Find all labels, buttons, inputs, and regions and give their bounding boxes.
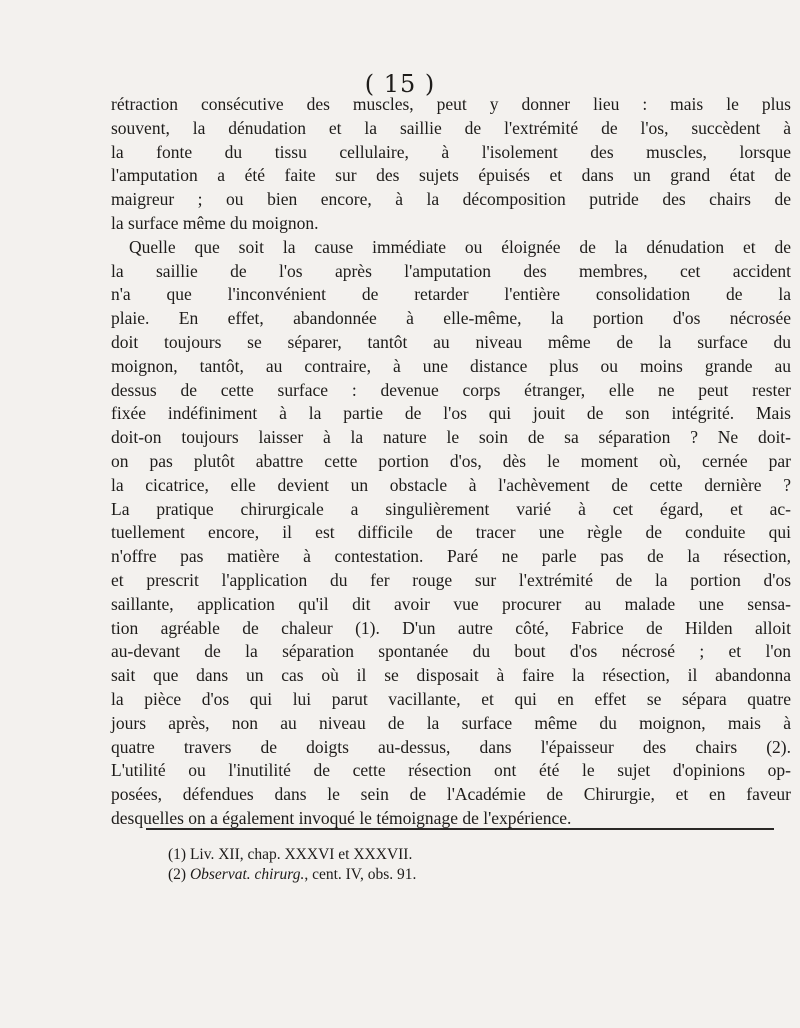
- text-line: Quelle que soit la cause immédiate ou éloignée de la dénudation et de: [129, 236, 791, 257]
- text-line: n'a que l'inconvénient de retarder l'entière consolidation de la: [111, 284, 791, 305]
- text-line: l'amputation a été faite sur des sujets épuisés et dans un grand état de: [111, 165, 791, 186]
- footnote-divider: [146, 828, 774, 830]
- text-line: rétraction consécutive des muscles, peut y donner lieu : mais le plus: [111, 94, 791, 114]
- footnote-2-rest: , cent. IV, obs. 91.: [304, 866, 417, 883]
- footnote-2: [168, 865, 768, 885]
- body-text: [111, 93, 791, 831]
- footnote-2-prefix: (2): [168, 866, 190, 883]
- text-line: desquelles on a également invoqué le témoignage de l'expérience.: [111, 807, 572, 828]
- text-line: maigreur ; ou bien encore, à la décomposition putride des chairs de: [111, 189, 791, 210]
- text-line: et prescrit l'application du fer rouge sur l'extrémité de la portion d'os: [111, 569, 791, 590]
- text-line: moignon, tantôt, au contraire, à une distance plus ou moins grande au: [111, 355, 791, 376]
- footnote-1: (1) Liv. XII, chap. XXXVI et XXXVII.: [168, 846, 413, 863]
- text-line: saillante, application qu'il dit avoir vue procurer au malade une sensa-: [111, 593, 791, 614]
- footnotes: [168, 845, 768, 885]
- text-line: au-devant de la séparation spontanée du bout d'os nécrosé ; et l'on: [111, 641, 791, 662]
- text-line: tion agréable de chaleur (1). D'un autre côté, Fabrice de Hilden alloit: [111, 617, 791, 638]
- text-line: souvent, la dénudation et la saillie de l'extrémité de l'os, succèdent à: [111, 117, 791, 138]
- text-line: la surface même du moignon.: [111, 212, 319, 233]
- page-number: ( 15 ): [364, 70, 436, 98]
- text-line: sait que dans un cas où il se disposait à faire la résection, il abandonna: [111, 665, 791, 686]
- text-line: L'utilité ou l'inutilité de cette résection ont été le sujet d'opinions op-: [111, 760, 791, 781]
- text-line: la fonte du tissu cellulaire, à l'isolement des muscles, lorsque: [111, 141, 791, 162]
- text-line: fixée indéfiniment à la partie de l'os qui jouit de son intégrité. Mais: [111, 403, 791, 424]
- text-line: quatre travers de doigts au-dessus, dans l'épaisseur des chairs (2).: [111, 736, 791, 757]
- text-line: tuellement encore, il est difficile de tracer une règle de conduite qui: [111, 522, 791, 543]
- text-line: n'offre pas matière à contestation. Paré ne parle pas de la résection,: [111, 546, 791, 567]
- text-line: plaie. En effet, abandonnée à elle-même, la portion d'os nécrosée: [111, 308, 791, 329]
- text-line: doit-on toujours laisser à la nature le soin de sa séparation ? Ne doit-: [111, 427, 791, 448]
- text-line: la cicatrice, elle devient un obstacle à l'achèvement de cette dernière ?: [111, 474, 791, 495]
- text-line: la saillie de l'os après l'amputation des membres, cet accident: [111, 260, 791, 281]
- text-line: jours après, non au niveau de la surface même du moignon, mais à: [111, 712, 791, 733]
- text-line: posées, défendues dans le sein de l'Académie de Chirurgie, et en faveur: [111, 784, 791, 805]
- text-line: la pièce d'os qui lui parut vacillante, et qui en effet se sépara quatre: [111, 688, 791, 709]
- text-line: La pratique chirurgicale a singulièrement varié à cet égard, et ac-: [111, 498, 791, 519]
- text-line: doit toujours se séparer, tantôt au niveau même de la surface du: [111, 331, 791, 352]
- footnote-2-title: Observat. chirurg.: [189, 866, 305, 883]
- text-line: on pas plutôt abattre cette portion d'os, dès le moment où, cernée par: [111, 450, 791, 471]
- text-line: dessus de cette surface : devenue corps étranger, elle ne peut rester: [111, 379, 791, 400]
